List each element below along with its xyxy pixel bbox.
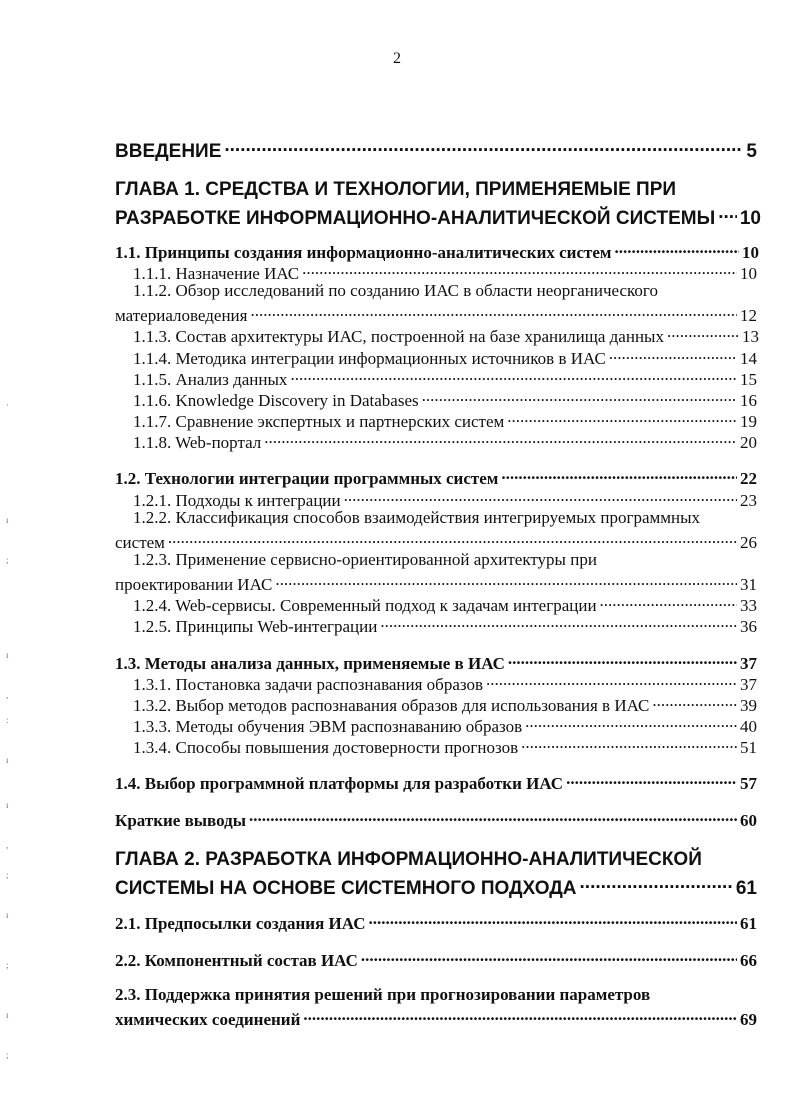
toc-chapter2-line1: ГЛАВА 2. РАЗРАБОТКА ИНФОРМАЦИОННО-АНАЛИТИЧЕСКОЙ — [115, 849, 702, 870]
toc-section-2-3: химических соединений ..... 69 — [115, 1006, 757, 1030]
toc-subsection-1-1-1: 1.1.1. Назначение ИАС ..... 10 — [133, 260, 757, 284]
toc-chapter2: СИСТЕМЫ НА ОСНОВЕ СИСТЕМНОГО ПОДХОДА ..... 61 — [115, 873, 757, 900]
toc-intro — [115, 136, 757, 163]
toc-title: РАЗРАБОТКЕ ИНФОРМАЦИОННО-АНАЛИТИЧЕСКОЙ СИСТЕМЫ — [115, 207, 716, 229]
toc-subsection-1-1-6: 1.1.6. Knowledge Discovery in Databases ..... 16 — [133, 387, 757, 411]
toc-section-2-1: 2.1. Предпосылки создания ИАС ..... 61 — [115, 910, 757, 934]
toc-subsection-1-2-5: 1.2.5. Принципы Web-интеграции ..... 36 — [133, 613, 757, 637]
page-number: 2 — [393, 50, 401, 67]
toc-section-1-3: 1.3. Методы анализа данных, применяемые в ИАС ..... 37 — [115, 650, 757, 674]
toc-subsection-1-3-4: 1.3.4. Способы повышения достоверности прогнозов ..... 51 — [133, 734, 757, 758]
toc-subsection-1-2-2: систем ..... 26 — [115, 529, 757, 553]
toc-page: 10 — [739, 207, 761, 229]
toc-subsection-1-2-3: проектировании ИАС ..... 31 — [115, 571, 757, 595]
toc-section-2-2: 2.2. Компонентный состав ИАС ..... 66 — [115, 947, 757, 971]
toc-subsection-1-3-1: 1.3.1. Постановка задачи распознавания образов ..... 37 — [133, 671, 757, 695]
toc-subsection-1-1-7: 1.1.7. Сравнение экспертных и партнерских систем ..... 19 — [133, 408, 757, 432]
toc-subsection-1-3-2: 1.3.2. Выбор методов распознавания образов для использования в ИАС ..... 39 — [133, 692, 757, 716]
toc-page: 5 — [746, 140, 757, 162]
toc-title: 1.1. Принципы создания информационно-аналитических систем — [115, 242, 612, 262]
dot-leader — [718, 203, 737, 224]
toc-subsection-1-1-2-line1: 1.1.2. Обзор исследований по созданию ИАС в области неорганического — [133, 281, 658, 300]
toc-subsection-1-2-1: 1.2.1. Подходы к интеграции ..... 23 — [133, 487, 757, 511]
toc-subsection-1-1-8: 1.1.8. Web-портал ..... 20 — [133, 429, 757, 453]
toc-subsection-1-2-4: 1.2.4. Web-сервисы. Современный подход к задачам интеграции ..... 33 — [133, 592, 757, 616]
toc-section-1-4: 1.4. Выбор программной платформы для разработки ИАС ..... 57 — [115, 770, 757, 794]
toc-subsection-1-2-3-line1: 1.2.3. Применение сервисно-ориентированной архитектуры при — [133, 550, 597, 569]
toc-subsection-1-1-2: материаловедения ..... 12 — [115, 302, 757, 326]
toc-chapter1 — [115, 203, 761, 230]
toc-page: 10 — [742, 242, 759, 262]
toc-subsection-1-1-4: 1.1.4. Методика интеграции информационных источников в ИАС ..... 14 — [133, 345, 757, 369]
toc-subsection-1-1-3: 1.1.3. Состав архитектуры ИАС, построенной на базе хранилища данных ..... 13 — [133, 323, 759, 347]
toc-subsection-1-1-5: 1.1.5. Анализ данных ..... 15 — [133, 366, 757, 390]
toc-section-2-3-line1: 2.3. Поддержка принятия решений при прогнозировании параметров — [115, 985, 651, 1004]
dot-leader — [615, 239, 740, 258]
toc-subsection-1-2-2-line1: 1.2.2. Классификация способов взаимодействия интегрируемых программных — [133, 508, 701, 527]
toc-section-1-2: 1.2. Технологии интеграции программных систем ..... 22 — [115, 465, 757, 489]
dot-leader — [224, 136, 743, 157]
toc-summary: Краткие выводы ..... 60 — [115, 807, 757, 831]
toc-chapter1-line1: ГЛАВА 1. СРЕДСТВА И ТЕХНОЛОГИИ, ПРИМЕНЯЕМЫЕ ПРИ — [115, 179, 677, 200]
toc-title: ВВЕДЕНИЕ — [115, 140, 222, 162]
toc-subsection-1-3-3: 1.3.3. Методы обучения ЭВМ распознаванию образов ..... 40 — [133, 713, 757, 737]
